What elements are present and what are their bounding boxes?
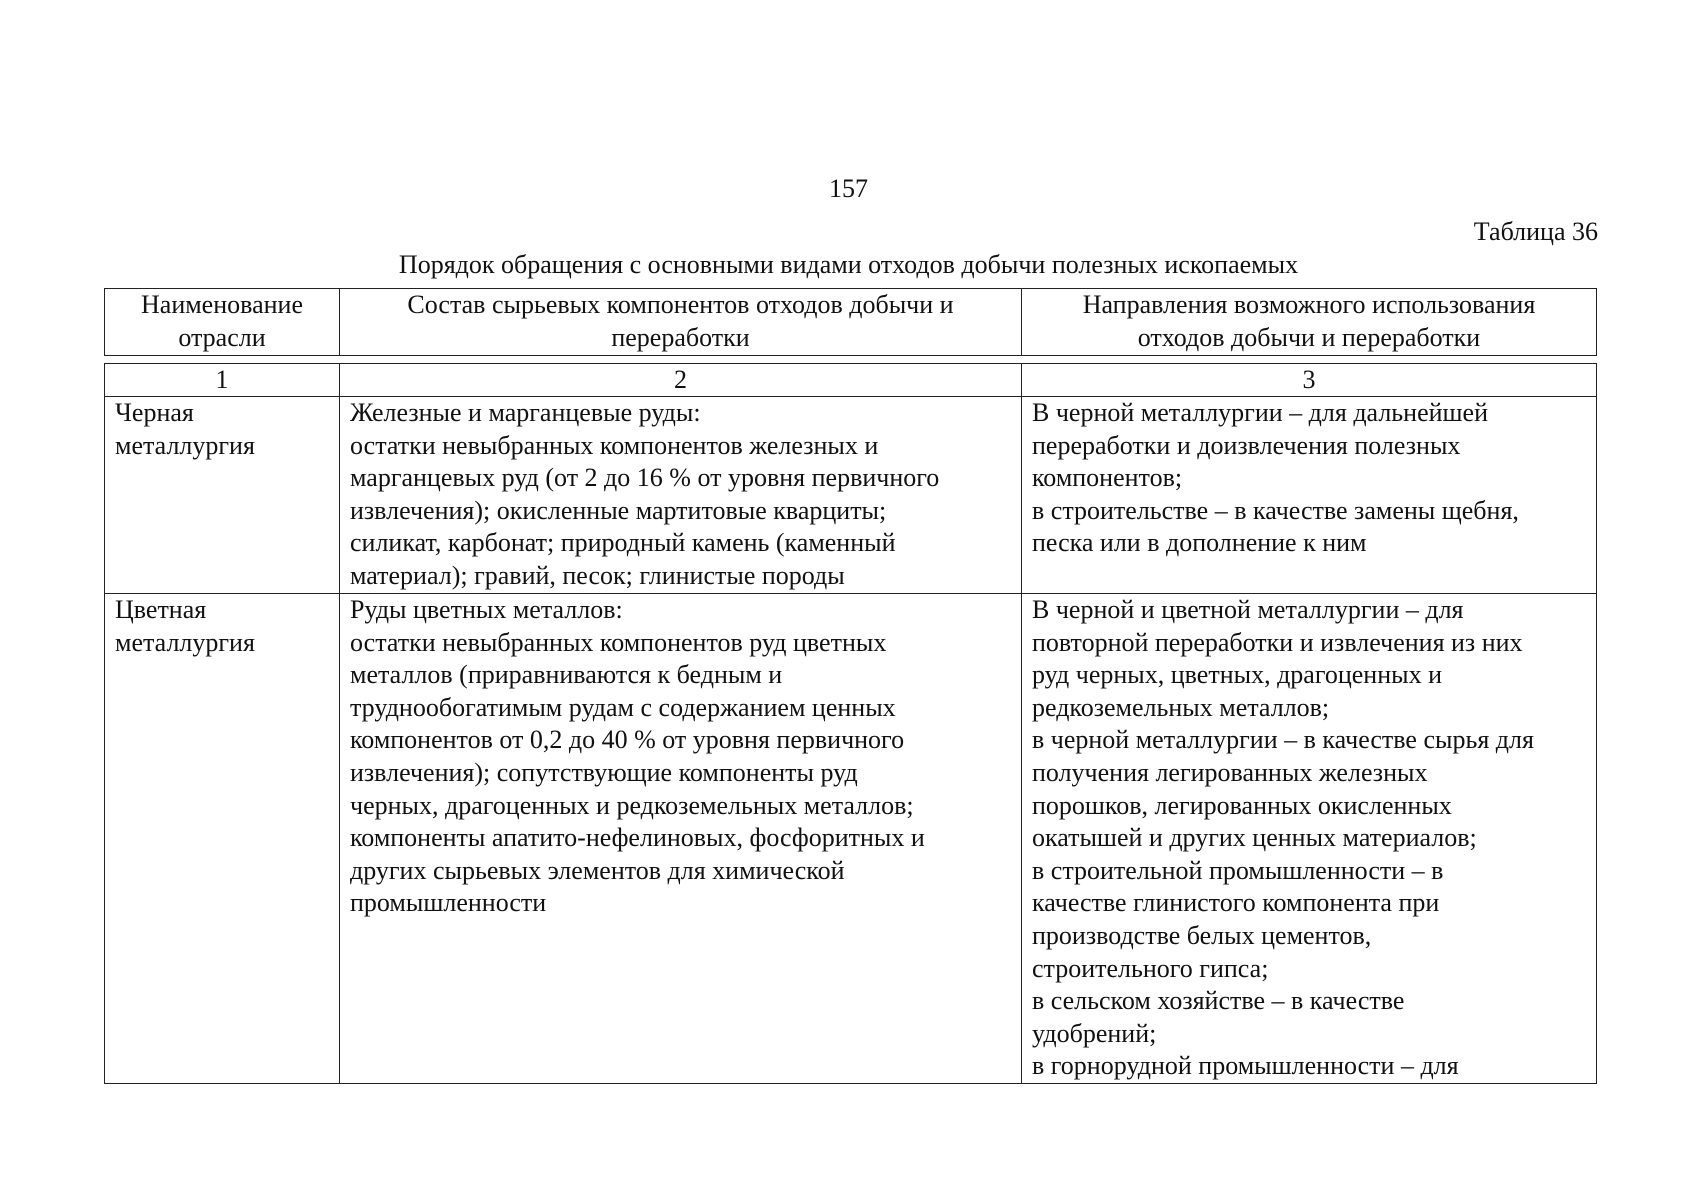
- cell-line: Руды цветных металлов:: [350, 595, 623, 624]
- cell-line: остатки невыбранных компонентов руд цветных: [350, 627, 887, 657]
- cell-line: в строительной промышленности – в: [1032, 855, 1444, 885]
- main-table: [104, 363, 1597, 1084]
- table-row: [105, 594, 1597, 1084]
- header-cell-industry: [105, 289, 340, 356]
- usage-cell: [1022, 397, 1597, 594]
- industry-cell: [105, 594, 340, 1084]
- column-number: 3: [1022, 364, 1597, 397]
- cell-line: строительного гипса;: [1032, 953, 1269, 983]
- cell-line: остатки невыбранных компонентов железных и: [350, 430, 879, 460]
- column-number-row: [105, 364, 1597, 397]
- cell-line: порошков, легированных окисленных: [1032, 790, 1452, 820]
- cell-line: извлечения); окисленные мартитовые кварциты;: [350, 495, 887, 525]
- header-line: Наименование: [141, 290, 303, 320]
- cell-line: удобрений;: [1032, 1018, 1157, 1048]
- table-row: [105, 397, 1597, 594]
- composition-cell: [340, 397, 1022, 594]
- cell-line: Черная: [115, 398, 194, 427]
- cell-line: руд черных, цветных, драгоценных и: [1032, 660, 1443, 690]
- cell-line: в сельском хозяйстве – в качестве: [1032, 986, 1405, 1016]
- cell-line: песка или в дополнение к ним: [1032, 528, 1367, 558]
- usage-cell: [1022, 594, 1597, 1084]
- composition-cell: [340, 594, 1022, 1084]
- cell-line: извлечения); сопутствующие компоненты руд: [350, 757, 858, 787]
- header-line: отрасли: [178, 323, 266, 352]
- cell-line: В черной металлургии – для дальнейшей: [1032, 398, 1489, 427]
- cell-line: переработки и доизвлечения полезных: [1032, 430, 1461, 460]
- header-line: переработки: [611, 323, 750, 352]
- cell-line: силикат, карбонат; природный камень (каменный: [350, 528, 896, 558]
- cell-line: компонентов от 0,2 до 40 % от уровня первичного: [350, 725, 905, 755]
- table-label: Таблица 36: [1473, 217, 1598, 246]
- column-number: 2: [340, 364, 1022, 397]
- cell-line: марганцевых руд (от 2 до 16 % от уровня первичного: [350, 463, 940, 493]
- cell-line: производстве белых цементов,: [1032, 920, 1372, 950]
- cell-line: других сырьевых элементов для химической: [350, 855, 845, 885]
- cell-line: металлов (приравниваются к бедным и: [350, 660, 783, 690]
- header-line: Направления возможного использования: [1082, 290, 1536, 320]
- cell-line: металлургия: [115, 627, 255, 657]
- cell-line: Железные и марганцевые руды:: [350, 398, 701, 427]
- cell-line: в строительстве – в качестве замены щебня,: [1032, 495, 1519, 525]
- industry-cell: [105, 397, 340, 594]
- header-row: [105, 289, 1597, 356]
- cell-line: компонентов;: [1032, 463, 1183, 493]
- header-table: [104, 288, 1597, 356]
- header-cell-usage: [1022, 289, 1597, 356]
- cell-line: качестве глинистого компонента при: [1032, 888, 1440, 918]
- cell-line: компоненты апатито-нефелиновых, фосфоритных и: [350, 823, 925, 853]
- header-line: отходов добычи и переработки: [1137, 323, 1481, 352]
- table-title: Порядок обращения с основными видами отходов добычи полезных ископаемых: [398, 250, 1299, 279]
- header-line: Состав сырьевых компонентов отходов добычи и: [407, 290, 954, 320]
- cell-line: в черной металлургии – в качестве сырья для: [1032, 725, 1534, 755]
- header-cell-composition: [340, 289, 1022, 356]
- page-number: 157: [829, 174, 868, 203]
- cell-line: металлургия: [115, 430, 255, 460]
- column-number: 1: [105, 364, 340, 397]
- cell-line: в горнорудной промышленности – для: [1032, 1051, 1459, 1081]
- cell-line: В черной и цветной металлургии – для: [1032, 595, 1464, 624]
- cell-line: черных, драгоценных и редкоземельных металлов;: [350, 790, 914, 820]
- cell-line: редкоземельных металлов;: [1032, 692, 1330, 722]
- cell-line: повторной переработки и извлечения из них: [1032, 627, 1523, 657]
- cell-line: Цветная: [115, 595, 207, 624]
- cell-line: окатышей и других ценных материалов;: [1032, 823, 1477, 853]
- cell-line: промышленности: [350, 888, 547, 918]
- cell-line: материал); гравий, песок; глинистые породы: [350, 560, 845, 590]
- cell-line: труднообогатимым рудам с содержанием ценных: [350, 692, 896, 722]
- cell-line: получения легированных железных: [1032, 757, 1428, 787]
